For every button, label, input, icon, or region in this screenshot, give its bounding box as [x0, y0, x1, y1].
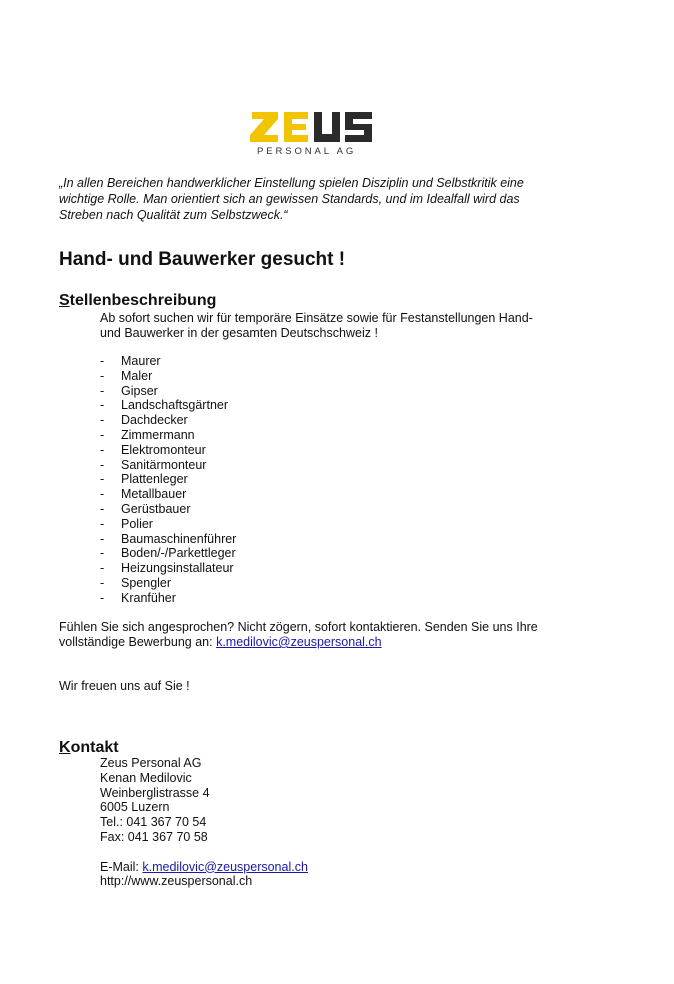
job-list-item [100, 443, 236, 458]
logo-letter-s [345, 112, 372, 142]
list-bullet: - [100, 472, 105, 487]
list-bullet: - [100, 516, 105, 531]
contact-email-link[interactable]: k.medilovic@zeuspersonal.ch [142, 859, 308, 874]
job-title: Heizungsinstallateur [121, 561, 234, 576]
job-title: Kranfüher [121, 590, 176, 605]
list-bullet: - [100, 487, 105, 502]
job-list-item [100, 532, 236, 547]
job-title: Landschaftsgärtner [121, 398, 229, 413]
job-title: Dachdecker [121, 413, 188, 428]
job-list-item [100, 502, 236, 517]
job-list-item [100, 546, 236, 561]
list-bullet: - [100, 561, 105, 576]
section-title-job-description [59, 292, 216, 310]
job-list-item [100, 487, 236, 502]
list-bullet: - [100, 590, 105, 605]
logo-letter-z [250, 112, 278, 142]
contact-block [100, 756, 308, 889]
list-bullet: - [100, 427, 105, 442]
list-bullet: - [100, 368, 105, 383]
contact-tel: Tel.: 041 367 70 54 [100, 815, 207, 830]
contact-fax: Fax: 041 367 70 58 [100, 829, 208, 844]
section-title-initial: S [59, 292, 70, 309]
list-bullet: - [100, 546, 105, 561]
job-title: Spengler [121, 575, 172, 590]
job-list-item [100, 398, 236, 413]
application-email-link[interactable]: k.medilovic@zeuspersonal.ch [216, 635, 382, 649]
list-bullet: - [100, 413, 105, 428]
job-title: Maurer [121, 354, 161, 368]
contact-spacer [100, 845, 308, 860]
contact-website[interactable]: http://www.zeuspersonal.ch [100, 874, 253, 889]
job-list-item [100, 428, 236, 443]
list-bullet: - [100, 501, 105, 516]
call-to-action [59, 620, 579, 650]
list-bullet: - [100, 575, 105, 590]
job-title: Gerüstbauer [121, 501, 191, 516]
job-title: Baumaschinenführer [121, 531, 237, 546]
job-list-item [100, 413, 236, 428]
job-title: Zimmermann [121, 427, 195, 442]
section-title-rest: tellenbeschreibung [69, 292, 217, 309]
job-list-item [100, 591, 236, 606]
zeus-logo [248, 106, 376, 162]
job-title: Plattenleger [121, 472, 188, 487]
job-list-item [100, 384, 236, 399]
logo-letter-u [314, 112, 340, 142]
zeus-wordmark-logo [248, 106, 376, 146]
closing-text: Wir freuen uns auf Sie ! [59, 679, 190, 693]
list-bullet: - [100, 457, 105, 472]
job-list-item [100, 472, 236, 487]
job-list-item [100, 576, 236, 591]
job-title: Sanitärmonteur [121, 457, 207, 472]
section-title-initial: K [59, 739, 71, 756]
cta-line-1: Fühlen Sie sich angesprochen? Nicht zögern, sofort kontaktieren. Senden Sie uns Ihre [59, 620, 538, 634]
list-bullet: - [100, 531, 105, 546]
list-bullet: - [100, 354, 105, 368]
job-title: Metallbauer [121, 487, 187, 502]
job-title: Polier [121, 516, 153, 531]
logo-subtitle: PERSONAL AG [257, 146, 357, 157]
job-intro-text: Ab sofort suchen wir für temporäre Einsätze sowie für Festanstellungen Hand- und Bauwerker in der gesamten Deutschschweiz ! [100, 311, 533, 340]
list-bullet: - [100, 442, 105, 457]
list-bullet: - [100, 398, 105, 413]
page-title: Hand- und Bauwerker gesucht ! [59, 249, 346, 270]
contact-city: 6005 Luzern [100, 800, 170, 815]
intro-quote: „In allen Bereichen handwerklicher Einstellung spielen Disziplin und Selbstkritik eine wichtige Rolle. Man orientiert sich an gewissen Standards, und im Idealfall wird das Streben nach Qualität zum Selbstzweck.“ [59, 176, 524, 222]
contact-email-label: E-Mail: [100, 859, 143, 874]
contact-email-row [100, 860, 308, 875]
job-list-item [100, 369, 236, 384]
cta-line-2-prefix: vollständige Bewerbung an: [59, 635, 217, 649]
job-title: Elektromonteur [121, 442, 206, 457]
job-list [100, 354, 236, 606]
section-title-rest: ontakt [70, 739, 119, 756]
logo-letter-e [284, 112, 308, 142]
contact-person: Kenan Medilovic [100, 770, 192, 785]
job-list-item [100, 517, 236, 532]
job-list-item [100, 354, 236, 369]
job-title: Maler [121, 368, 153, 383]
job-title: Boden/-/Parkettleger [121, 546, 236, 561]
section-title-contact [59, 739, 119, 757]
job-title: Gipser [121, 383, 158, 398]
contact-company: Zeus Personal AG [100, 756, 202, 770]
job-list-item [100, 458, 236, 473]
contact-street: Weinberglistrasse 4 [100, 785, 210, 800]
job-list-item [100, 561, 236, 576]
list-bullet: - [100, 383, 105, 398]
